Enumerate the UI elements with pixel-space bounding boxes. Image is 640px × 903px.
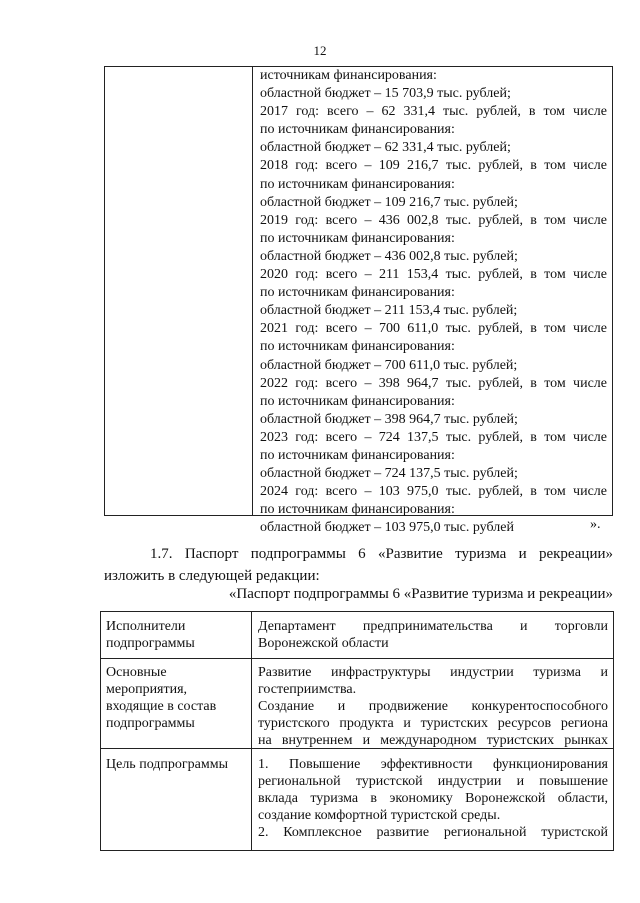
- cell-line: туристского продукта и туристских ресурсов региона: [258, 716, 608, 731]
- funding-line: по источникам финансирования:: [260, 285, 455, 301]
- funding-line: областной бюджет – 436 002,8 тыс. рублей;: [260, 248, 518, 264]
- cell-line: региональной туристской индустрии и повышение: [258, 774, 608, 789]
- cell-line: Основные: [106, 665, 167, 680]
- passport-caption: «Паспорт подпрограммы 6 «Развитие туризма и рекреации»: [228, 586, 613, 602]
- row-value-main-activities: [258, 664, 608, 749]
- funding-line: 2018 год: всего – 109 216,7 тыс. рублей, в том числе: [260, 158, 607, 174]
- funding-line: 2024 год: всего – 103 975,0 тыс. рублей, в том числе: [260, 484, 607, 500]
- cell-line: Воронежской области: [258, 636, 389, 651]
- cell-line: Исполнители: [106, 619, 186, 634]
- cell-line: мероприятия,: [106, 682, 188, 697]
- cell-line: Создание и продвижение конкурентоспособного: [258, 699, 608, 714]
- funding-line: по источникам финансирования:: [260, 230, 455, 246]
- cell-line: 1. Повышение эффективности функционирования: [258, 757, 608, 772]
- cell-line: на внутреннем и международном туристских рынках: [258, 733, 608, 748]
- funding-line: 2022 год: всего – 398 964,7 тыс. рублей, в том числе: [260, 375, 607, 391]
- funding-line: областной бюджет – 103 975,0 тыс. рублей: [260, 520, 514, 536]
- amendment-paragraph: [104, 543, 613, 587]
- funding-line: областной бюджет – 109 216,7 тыс. рублей;: [260, 194, 518, 210]
- funding-line: 2021 год: всего – 700 611,0 тыс. рублей, в том числе: [260, 321, 607, 337]
- page-number: 12: [313, 43, 327, 58]
- cell-line: подпрограммы: [106, 636, 195, 651]
- funding-line: 2017 год: всего – 62 331,4 тыс. рублей, в том числе: [260, 104, 607, 120]
- row-value-executors: [258, 618, 608, 652]
- funding-line: областной бюджет – 724 137,5 тыс. рублей;: [260, 466, 518, 482]
- funding-line: областной бюджет – 398 964,7 тыс. рублей;: [260, 411, 518, 427]
- table-row-divider: [101, 658, 613, 659]
- funding-table: [104, 66, 613, 536]
- funding-line: по источникам финансирования:: [260, 176, 455, 192]
- funding-line: источникам финансирования:: [260, 68, 437, 83]
- funding-line: 2019 год: всего – 436 002,8 тыс. рублей, в том числе: [260, 212, 607, 228]
- funding-line: по источникам финансирования:: [260, 339, 455, 355]
- passport-table: [100, 611, 614, 851]
- funding-line: по источникам финансирования:: [260, 502, 455, 518]
- row-label-main-activities: [106, 664, 246, 732]
- funding-line: 2020 год: всего – 211 153,4 тыс. рублей, в том числе: [260, 267, 607, 283]
- table-column-divider: [252, 67, 253, 515]
- cell-line: подпрограммы: [106, 716, 195, 731]
- cell-line: 2. Комплексное развитие региональной туристской: [258, 825, 608, 840]
- funding-line: областной бюджет – 211 153,4 тыс. рублей;: [260, 303, 518, 319]
- cell-line: входящие в состав: [106, 699, 217, 714]
- paragraph-line: изложить в следующей редакции:: [104, 568, 320, 584]
- row-value-goal: [258, 756, 608, 841]
- funding-line: по источникам финансирования:: [260, 122, 455, 138]
- funding-line: по источникам финансирования:: [260, 447, 455, 463]
- cell-line: создание комфортной туристской среды.: [258, 808, 501, 823]
- funding-line: областной бюджет – 62 331,4 тыс. рублей;: [260, 140, 511, 156]
- cell-line: Развитие инфраструктуры индустрии туризма и: [258, 665, 608, 680]
- paragraph-line: 1.7. Паспорт подпрограммы 6 «Развитие туризма и рекреации»: [150, 546, 613, 562]
- closing-quote: ».: [590, 517, 601, 532]
- funding-line: областной бюджет – 700 611,0 тыс. рублей;: [260, 357, 518, 373]
- row-label-goal: [106, 756, 246, 773]
- cell-line: гостеприимства.: [258, 682, 357, 697]
- row-label-executors: [106, 618, 246, 652]
- funding-line: 2023 год: всего – 724 137,5 тыс. рублей, в том числе: [260, 429, 607, 445]
- cell-line: вклада туризма в экономику Воронежской области,: [258, 791, 608, 806]
- funding-line: по источникам финансирования:: [260, 393, 455, 409]
- funding-line: областной бюджет – 15 703,9 тыс. рублей;: [260, 86, 511, 102]
- funding-text: [260, 67, 607, 537]
- cell-line: Цель подпрограммы: [106, 757, 228, 772]
- cell-line: Департамент предпринимательства и торговли: [258, 619, 608, 634]
- table-column-divider: [251, 612, 252, 850]
